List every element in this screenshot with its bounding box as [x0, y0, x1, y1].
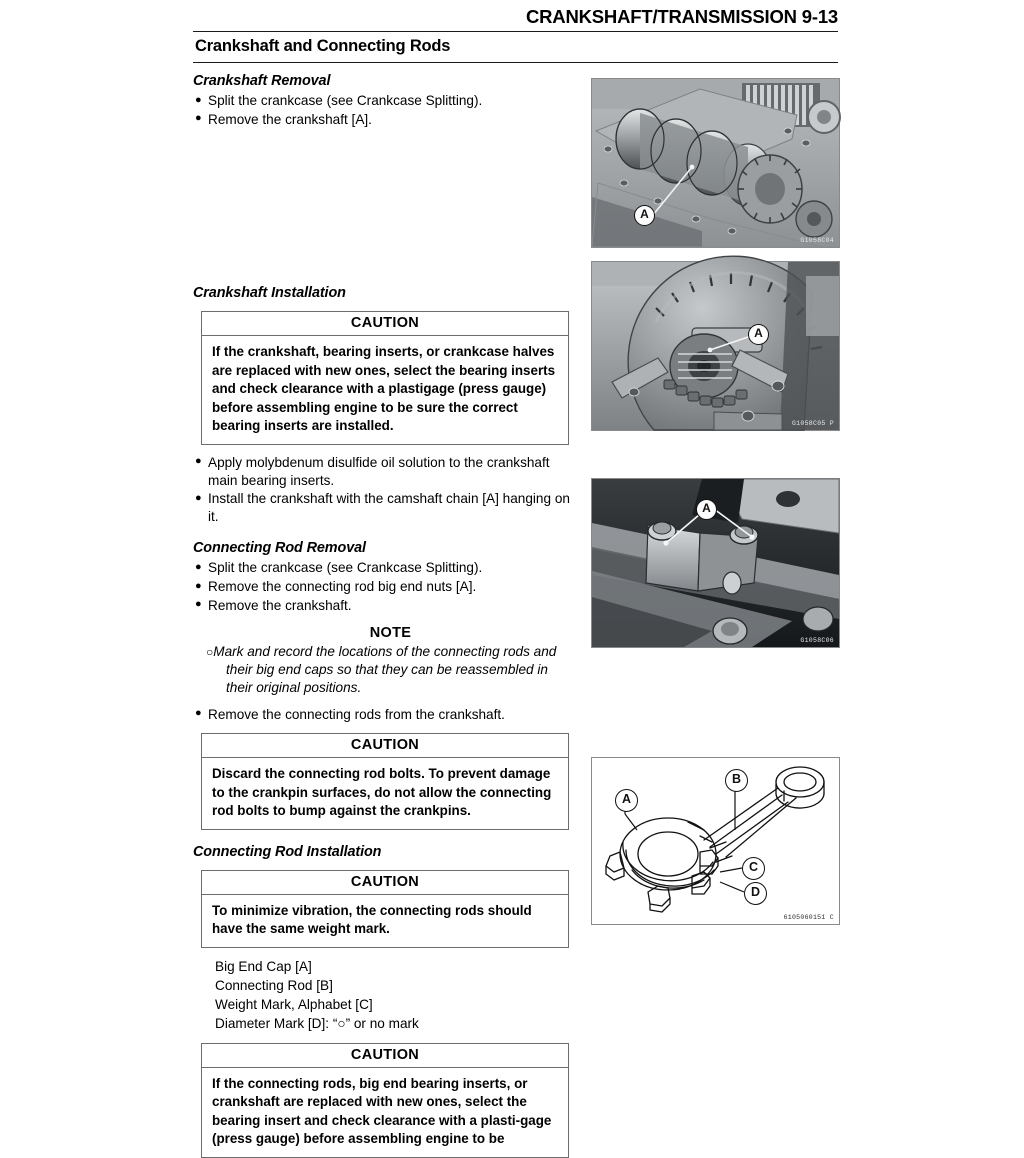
caution-paragraph: To minimize vibration, the connecting rods should have the same weight mark. [212, 902, 532, 937]
list-item [193, 454, 578, 490]
caution-box-bearing-insert [201, 1043, 569, 1158]
callout-b: B [725, 769, 748, 792]
heading-crankshaft-installation: Crankshaft Installation [193, 285, 346, 302]
callout-a: A [696, 499, 717, 520]
figure-id: 6105060151 C [783, 914, 834, 921]
note-text [193, 643, 578, 697]
list-item-text: Remove the crankshaft [A]. [208, 111, 372, 127]
list-item-text: Remove the crankshaft. [208, 597, 352, 613]
legend-item: Weight Mark, Alphabet [C] [215, 997, 373, 1013]
bullet-icon: ● [195, 598, 202, 611]
header-rule-bottom [193, 62, 838, 63]
callout-legend-list [215, 957, 578, 1034]
heading-connecting-rod-removal: Connecting Rod Removal [193, 540, 366, 557]
legend-item: Connecting Rod [B] [215, 977, 333, 993]
list-item-text: Remove the connecting rods from the crankshaft. [208, 706, 505, 722]
figure-crankshaft-in-crankcase [591, 78, 840, 248]
caution-box-connecting-rod-removal [201, 733, 569, 830]
header-rule-top [193, 31, 838, 32]
bullet-icon: ● [195, 93, 202, 106]
caution-text [202, 1068, 568, 1157]
caution-paragraph: If the crankshaft, bearing inserts, or crankcase halves are replaced with new ones, select the bearing inserts and check clearance with a plastigage (press gauge) before assembling engine to be sure the correct bearing inserts are installed. [212, 344, 556, 434]
list-item [193, 597, 578, 615]
caution-label: CAUTION [202, 871, 568, 895]
note-bullet-icon: ○ [206, 644, 214, 659]
legend-item: Diameter Mark [D]: “○” or no mark [215, 1016, 419, 1032]
list-item [193, 578, 578, 596]
legend-item: Big End Cap [A] [215, 958, 312, 974]
callout-c: C [742, 857, 765, 880]
figure-camshaft-chain [591, 261, 840, 431]
camshaft-chain-photo-graphic [592, 262, 839, 430]
connecting-rod-line-graphic [592, 758, 839, 924]
figure-id: G1058C05 P [791, 420, 834, 427]
page-title: Crankshaft and Connecting Rods [195, 37, 451, 55]
bullet-icon: ● [195, 491, 202, 504]
list-crankshaft-installation [193, 454, 578, 527]
callout-a: A [748, 324, 769, 345]
list-item [193, 490, 578, 526]
list-item-text: Apply molybdenum disulfide oil solution to the crankshaft main bearing inserts. [208, 454, 550, 488]
list-crankshaft-removal [193, 92, 578, 129]
caution-label: CAUTION [202, 1044, 568, 1068]
caution-text [202, 758, 568, 829]
caution-paragraph: Discard the connecting rod bolts. To prevent damage to the crankpin surfaces, do not allow the connecting rod bolts to bump against the crankpins. [212, 766, 552, 819]
running-head: CRANKSHAFT/TRANSMISSION 9-13 [525, 6, 838, 27]
figure-big-end-nuts [591, 478, 840, 648]
list-item-text: Split the crankcase (see Crankcase Splitting). [208, 93, 483, 108]
list-item [193, 92, 578, 110]
figure-id: G1058C06 [800, 637, 834, 644]
list-item-text: Install the crankshaft with the camshaft chain [A] hanging on it. [208, 491, 570, 525]
list-item-text: Remove the connecting rod big end nuts [A]. [208, 579, 477, 595]
caution-text [202, 895, 568, 947]
heading-connecting-rod-installation: Connecting Rod Installation [193, 843, 382, 860]
list-item [193, 111, 578, 129]
caution-paragraph: If the connecting rods, big end bearing inserts, or crankshaft are replaced with new ones, select the bearing insert and check clearance with a plasti-gage (press gauge) before assembling engine to be [212, 1075, 552, 1147]
list-item [193, 706, 578, 724]
bullet-icon: ● [195, 112, 202, 125]
crankshaft-photo-graphic [592, 79, 839, 247]
figure-id: G1058C04 [800, 237, 834, 244]
bullet-icon: ● [195, 560, 202, 573]
caution-label: CAUTION [202, 734, 568, 758]
caution-label: CAUTION [202, 312, 568, 336]
bullet-icon: ● [195, 455, 202, 468]
note-paragraph: Mark and record the locations of the connecting rods and their big end caps so that they can be reassembled in their original positions. [213, 643, 557, 695]
caution-box-crankshaft-installation [201, 311, 569, 445]
list-connecting-rod-removal [193, 559, 578, 614]
note-block [193, 625, 578, 697]
caution-text [202, 336, 568, 444]
text-column [193, 72, 578, 1158]
callout-d: D [744, 882, 767, 905]
heading-crankshaft-removal: Crankshaft Removal [193, 73, 331, 89]
callout-a: A [615, 789, 638, 812]
list-item [193, 559, 578, 577]
list-item-text: Split the crankcase (see Crankcase Splitting). [208, 560, 483, 576]
note-label: NOTE [369, 624, 412, 641]
list-connecting-rod-removal-after-note [193, 706, 578, 724]
callout-a: A [634, 205, 655, 226]
figure-connecting-rod-drawing [591, 757, 840, 925]
caution-box-weight-mark [201, 870, 569, 948]
bullet-icon: ● [195, 707, 202, 720]
bullet-icon: ● [195, 579, 202, 592]
